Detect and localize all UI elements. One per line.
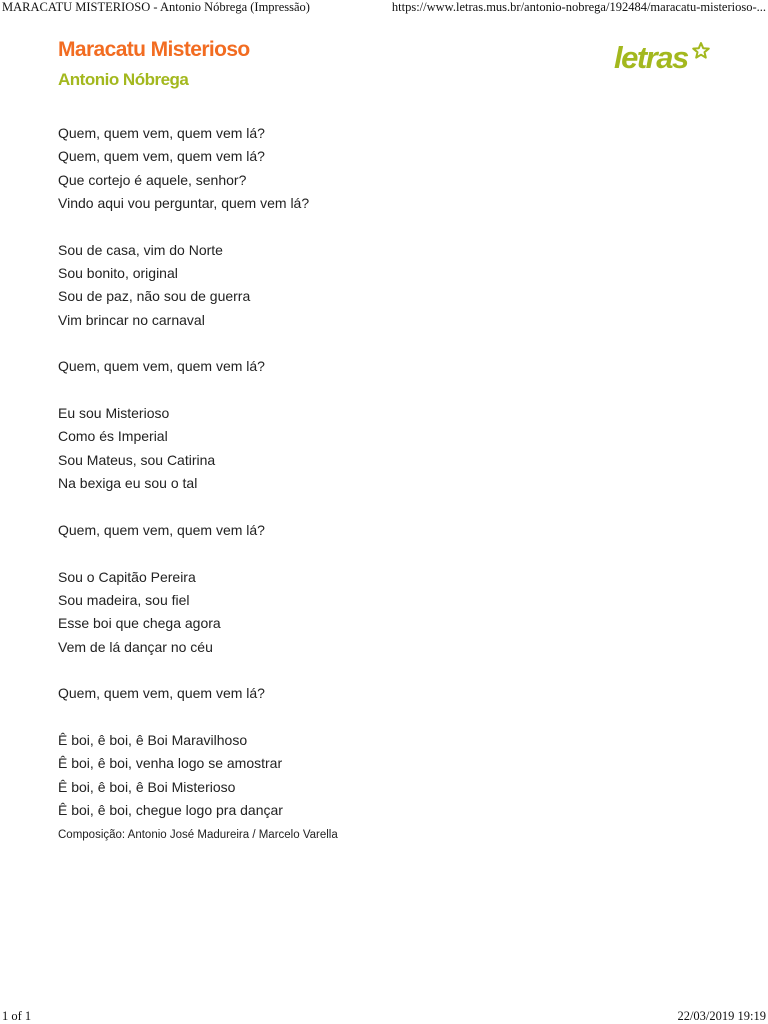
lyrics-stanza	[58, 729, 738, 822]
lyric-line: Quem, quem vem, quem vem lá?	[58, 148, 265, 165]
song-title: Maracatu Misterioso	[58, 38, 250, 61]
lyric-line: Sou bonito, original	[58, 264, 178, 281]
lyric-line: Vem de lá dançar no céu	[58, 638, 213, 655]
lyric-line: Sou madeira, sou fiel	[58, 591, 190, 608]
print-header-url: https://www.letras.mus.br/antonio-nobrega/192484/maracatu-misterioso-...	[391, 0, 766, 14]
lyrics-stanza	[58, 402, 738, 495]
lyrics-stanza	[58, 239, 738, 332]
lyric-line: Quem, quem vem, quem vem lá?	[58, 521, 265, 538]
lyrics-stanza	[58, 682, 738, 705]
lyric-line: Ê boi, ê boi, ê Boi Misterioso	[58, 778, 236, 795]
lyrics-stanza	[58, 566, 738, 659]
lyric-line: Quem, quem vem, quem vem lá?	[58, 358, 265, 375]
lyric-line: Ê boi, ê boi, venha logo se amostrar	[58, 755, 283, 772]
composition-credit: Composição: Antonio José Madureira / Marcelo Varella	[58, 829, 338, 841]
print-footer-datetime: 22/03/2019 19:19	[677, 1009, 766, 1023]
lyrics-stanza	[58, 519, 738, 542]
lyric-line: Vim brincar no carnaval	[58, 311, 205, 328]
lyric-line: Na bexiga eu sou o tal	[58, 475, 198, 492]
artist-name: Antonio Nóbrega	[58, 70, 189, 89]
lyrics	[58, 122, 738, 846]
lyric-line: Que cortejo é aquele, senhor?	[58, 171, 247, 188]
star-icon	[693, 43, 709, 58]
lyric-line: Como és Imperial	[58, 428, 168, 445]
lyric-line: Sou de paz, não sou de guerra	[58, 288, 251, 305]
lyric-line: Sou o Capitão Pereira	[58, 568, 196, 585]
lyrics-stanza	[58, 122, 738, 215]
lyric-line: Ê boi, ê boi, chegue logo pra dançar	[58, 802, 283, 819]
lyric-line: Eu sou Misterioso	[58, 405, 170, 422]
lyric-line: Vindo aqui vou perguntar, quem vem lá?	[58, 194, 310, 211]
lyrics-stanza	[58, 355, 738, 378]
lyric-line: Sou Mateus, sou Catirina	[58, 451, 216, 468]
lyric-line: Esse boi que chega agora	[58, 615, 221, 632]
print-footer-page: 1 of 1	[2, 1009, 32, 1023]
lyric-line: Quem, quem vem, quem vem lá?	[58, 125, 265, 141]
lyric-line: Ê boi, ê boi, ê Boi Maravilhoso	[58, 732, 248, 749]
logo-text: letras	[614, 40, 688, 75]
print-header-title: MARACATU MISTERIOSO - Antonio Nóbrega (Impressão)	[2, 0, 310, 14]
letras-logo	[612, 36, 712, 80]
lyric-line: Quem, quem vem, quem vem lá?	[58, 685, 265, 702]
lyric-line: Sou de casa, vim do Norte	[58, 241, 223, 258]
